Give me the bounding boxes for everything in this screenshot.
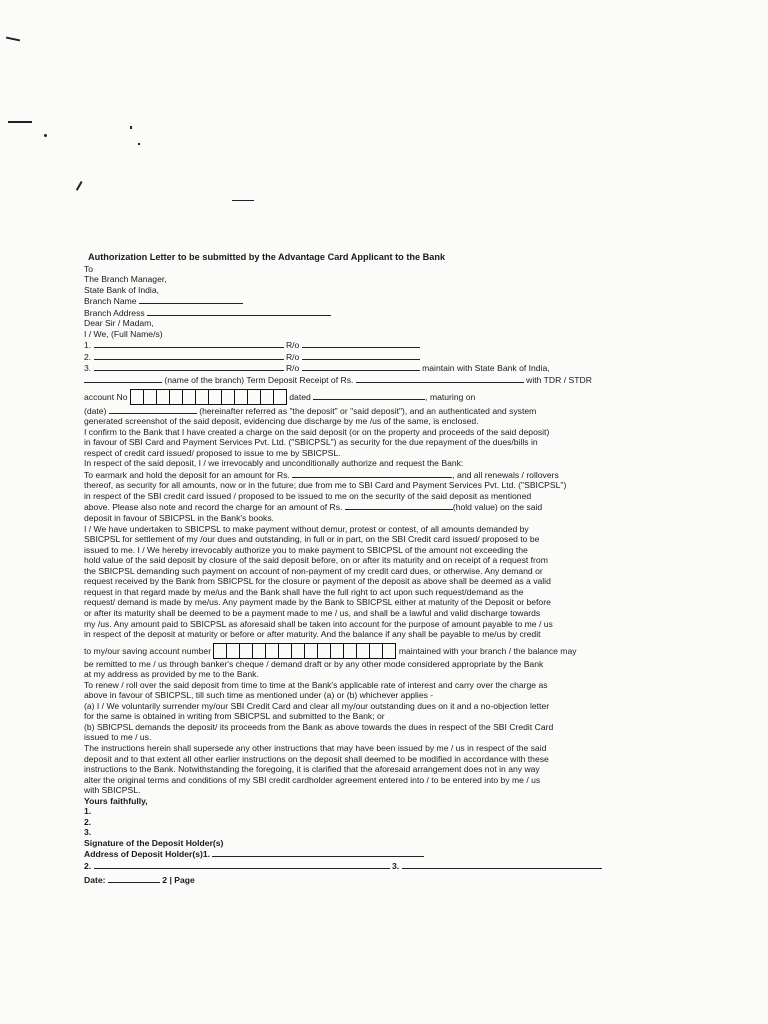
deposit-receipt-line: (name of the branch) Term Deposit Receipt of Rs. with TDR / STDR (84, 374, 622, 386)
branch-blank[interactable] (84, 374, 162, 383)
holder-residence-blank[interactable] (302, 362, 420, 371)
address-line: Address of Deposit Holder(s)1. (84, 848, 622, 860)
bank-name: State Bank of India, (84, 284, 160, 295)
holder-row: 2. R/o (84, 351, 622, 363)
signature-label: Signature of the Deposit Holder(s) (84, 837, 224, 848)
date-footer: Date: 2 | Page (84, 874, 195, 885)
account-line: account No dated , maturing on (84, 389, 622, 405)
maturity-date-blank[interactable] (109, 405, 197, 414)
letter-title: Authorization Letter to be submitted by the Advantage Card Applicant to the Bank (88, 252, 446, 262)
holder-row: 1. R/o (84, 339, 622, 351)
page-number: 2 | Page (162, 874, 195, 885)
date-line: (date) (hereinafter referred as "the deposit" or "said deposit"), and an authenticated and system (84, 405, 537, 416)
scan-speck (76, 181, 82, 190)
saving-account-paragraph: to my/our saving account number maintained with your branch / the balance may be remitted to me / us through banker's cheque / demand draft or by any other mode considered appropriate by the Bank at my address as provided by me to the Bank. (84, 643, 622, 680)
holder-row: 3. R/o maintain with State Bank of India, (84, 363, 550, 374)
dated-blank[interactable] (313, 391, 425, 400)
holder-name-blank[interactable] (94, 339, 284, 348)
confirmation-paragraph: generated screenshot of the said deposit, evidencing due discharge by me /us of the same, is enclosed. I confirm to the Bank that I have created a charge on the said deposit (or on the property and proceeds of the said deposit) in favour of SBI Card and Payment Services Pvt. Ltd. ("SBICPSL") as security for the due repayment of the dues/bills in respect of credit card issued/ proposed to issue to me by SBICPSL. In respect of the said deposit, I / we irrevocably and unconditionally authorize and request the Bank: (84, 416, 550, 469)
earmark-paragraph: To earmark and hold the deposit for an amount for Rs. , and all renewals / rollovers thereof, as security for all amounts, now or in the future; due from me to SBI Card and Payment Services Pvt. Ltd. ("SBICPSL") in respect of the SBI credit card issued / proposed to be issued to me on the security of the said deposit as mentioned above. Please also note and record the charge for an amount of Rs. (hold value) on the said deposit in favour of SBICPSL in the Bank's books. (84, 469, 567, 524)
address-1-blank[interactable] (212, 848, 424, 857)
salutation: Dear Sir / Madam, (84, 318, 154, 329)
scan-speck (130, 126, 132, 129)
scan-speck (6, 37, 20, 42)
branch-name-field: Branch Name (84, 295, 622, 307)
scan-speck (232, 200, 254, 201)
authorization-letter (62, 252, 622, 885)
closing-block: Yours faithfully, 1. 2. 3. Signature of the Deposit Holder(s) Address of Deposit Holder(s)1. 2. 3. Date: 2 | Page (84, 796, 622, 885)
address-line-2-3: 2. 3. (84, 860, 622, 872)
holder-residence-blank[interactable] (302, 339, 420, 348)
date-blank[interactable] (108, 874, 160, 883)
saving-account-boxes[interactable] (213, 643, 396, 659)
scan-speck (44, 134, 47, 137)
branch-address-blank[interactable] (147, 307, 331, 316)
yours-faithfully: Yours faithfully, (84, 795, 148, 806)
branch-address-field: Branch Address (84, 307, 622, 319)
account-number-boxes[interactable] (130, 389, 287, 405)
holder-residence-blank[interactable] (302, 351, 420, 360)
branch-manager: The Branch Manager, (84, 274, 167, 285)
scan-speck (8, 121, 32, 123)
scan-speck (138, 143, 140, 145)
undertaking-paragraph: I / We have undertaken to SBICPSL to make payment without demur, protest or contest, of all amounts demanded by SBICPSL for settlement of my /our dues and outstanding, in full or in part, on the SBI Credit card issued/ proposed to be issued to me. I / We hereby irrevocably authorize you to make payment to SBICPSL of the amount not exceeding the hold value of the said deposit by closure of the said deposit before, on or after its maturity and on receipt of a request from the SBICPSL demanding such payment on account of non-payment of my credit card dues, or otherwise. Any demand or request received by the Bank from SBICPSL for the closure or payment of the deposit as above shall be deemed as a valid request in that regard made by me/us and the Bank shall have the full right to act upon such request/demand as the request/ demand is made by me/us. Any payment made by the Bank to SBICPSL either at maturity of the Deposit or before or after its maturity shall be deemed to be a payment made to me / us, and shall be a lawful and valid discharge towards my /us. Any amount paid to SBICPSL as aforesaid shall be taken into account for the purpose of amount payable to me / us in respect of the deposit at maturity or before or after maturity. And the balance if any shall be payable to me/us by credit (84, 523, 553, 640)
earmark-amount-blank[interactable] (292, 469, 452, 478)
hold-value-blank[interactable] (345, 501, 453, 510)
to-label: To (84, 263, 94, 274)
address-2-blank[interactable] (94, 860, 390, 869)
holder-name-blank[interactable] (94, 351, 284, 360)
branch-name-blank[interactable] (139, 295, 243, 304)
receipt-amount-blank[interactable] (356, 374, 524, 383)
holder-name-blank[interactable] (94, 362, 284, 371)
renewal-paragraph: To renew / roll over the said deposit from time to time at the Bank's applicable rate of interest and carry over the charge as above in favour of SBICPSL, till such time as mentioned under (a) or (b) whichever applies - (a) I / We voluntarily surrender my/our SBI Credit Card and clear all my/our outstanding dues on it and a no-objection letter for the same is obtained in writing from SBICPSL and submitted to the Bank; or (b) SBICPSL demands the deposit/ its proceeds from the Bank as above towards the dues in respect of the SBI Credit Card issued to me / us. The instructions herein shall supersede any other instructions that may have been issued by me / us in respect of the said deposit and to that extent all other earlier instructions on the deposit shall deemed to be modified in accordance with these instructions to the Bank. Notwithstanding the foregoing, it is clarified that the aforesaid arrangement does not in any way alter the original terms and conditions of my SBI credit cardholder agreement entered into / to be entered into by me / us with SBICPSL. (84, 679, 554, 796)
address-3-blank[interactable] (402, 860, 602, 869)
names-label: I / We, (Full Name/s) (84, 328, 163, 339)
